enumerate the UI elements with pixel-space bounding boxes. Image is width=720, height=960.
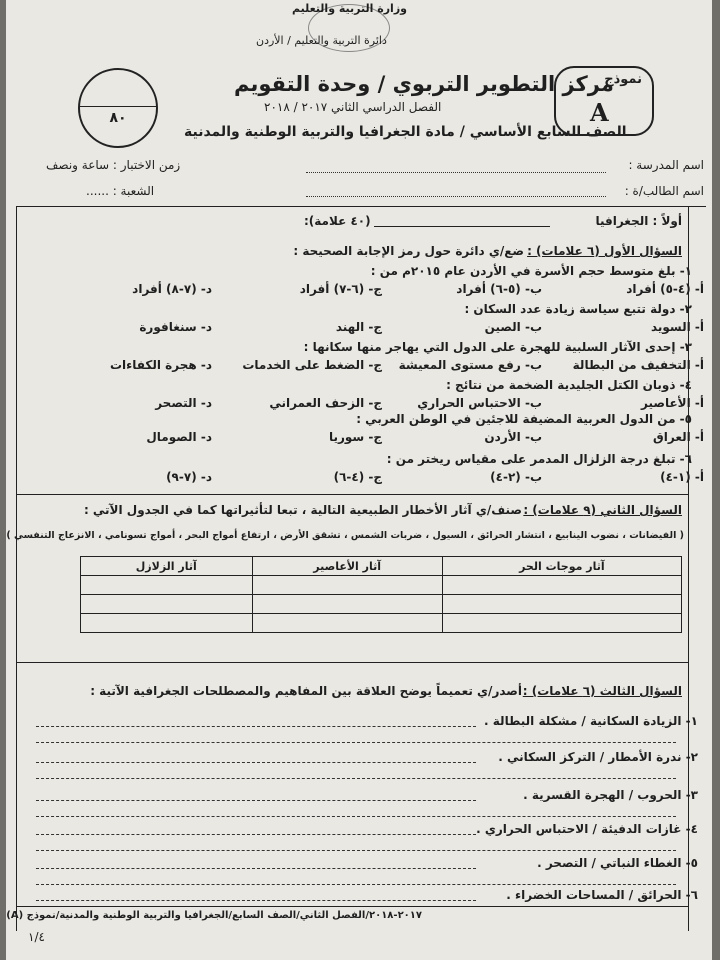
mcq-option-b[interactable]: ب- الأردن <box>484 430 542 444</box>
mcq-option-a[interactable]: أ- (١-٤) <box>660 470 704 484</box>
mcq-option-c[interactable]: ج- سوريا <box>328 430 382 444</box>
q2-title: السؤال الثاني (٩ علامات) : <box>523 503 682 517</box>
model-box <box>554 66 654 136</box>
q1-instruction: ضع/ي دائرة حول رمز الإجابة الصحيحة : <box>293 244 524 258</box>
mcq-option-d[interactable]: د- التصحر <box>155 396 212 410</box>
q3-item: ٦- الحرائق / المساحات الخضراء . <box>506 888 698 902</box>
footer-divider <box>16 906 688 907</box>
mcq-stem: ٢- دولة تتبع سياسة زيادة عدد السكان : <box>464 302 692 316</box>
table-cell[interactable] <box>81 614 253 633</box>
mcq-option-c[interactable]: ج- الهند <box>335 320 382 334</box>
mcq-stem: ١- بلغ متوسط حجم الأسرة في الأردن عام ٢٠١٥م من : <box>370 264 692 278</box>
answer-line[interactable] <box>36 726 476 727</box>
q3-item: ١- الزيادة السكانية / مشكلة البطالة . <box>484 714 698 728</box>
mcq-option-b[interactable]: ب- رفع مستوى المعيشة <box>398 358 542 372</box>
mcq-option-d[interactable]: د- (٧-٩) <box>166 470 212 484</box>
student-field-line[interactable] <box>306 196 606 197</box>
classification-table <box>80 556 682 633</box>
part1-title: أولاً : الجغرافيا <box>595 214 682 228</box>
mcq-option-c[interactable]: ج- (٦-٧) أفراد <box>299 282 382 296</box>
answer-line[interactable] <box>36 900 476 901</box>
model-letter: A <box>590 98 609 127</box>
mcq-option-b[interactable]: ب- الاحتباس الحراري <box>417 396 542 410</box>
school-label: اسم المدرسة : <box>628 158 704 172</box>
mcq-option-d[interactable]: د- (٧-٨) أفراد <box>132 282 212 296</box>
q2-instruction: صنف/ي آثار الأخطار الطبيعية التالية ، تبعا لتأثيراتها كما في الجدول الآتي : <box>83 503 522 517</box>
q1-divider <box>16 494 688 495</box>
col-earthquakes: آثار الزلازل <box>81 557 253 576</box>
q2-divider <box>16 662 688 663</box>
center-title: مركز التطوير التربوي / وحدة التقويم <box>234 72 614 96</box>
answer-line[interactable] <box>36 884 676 885</box>
q3-item: ٣- الحروب / الهجرة القسرية . <box>523 788 698 802</box>
mcq-option-b[interactable]: ب- الصين <box>484 320 542 334</box>
school-field-line[interactable] <box>306 172 606 173</box>
table-cell[interactable] <box>442 614 681 633</box>
mcq-stem: ٦- تبلغ درجة الزلزال المدمر على مقياس ريختر من : <box>386 452 692 466</box>
left-margin-line <box>16 206 17 931</box>
answer-line[interactable] <box>36 868 476 869</box>
table-cell[interactable] <box>81 576 253 595</box>
part1-underline <box>374 226 550 227</box>
page-number: ١/٤ <box>28 930 45 944</box>
directorate-name: دائرة التربية والتعليم / الأردن <box>256 34 387 47</box>
q3-instruction: أصدر/ي تعميماً يوضح العلاقة بين المفاهيم والمصطلحات الجغرافية الآتية : <box>90 684 522 698</box>
q3-title: السؤال الثالث (٦ علامات) : <box>522 684 682 698</box>
subject-line: الصف السابع الأساسي / مادة الجغرافيا والتربية الوطنية والمدنية <box>184 124 627 140</box>
table-cell[interactable] <box>81 595 253 614</box>
col-hurricanes: آثار الأعاصير <box>252 557 442 576</box>
mcq-option-a[interactable]: أ- الأعاصير <box>641 396 704 410</box>
section-label: الشعبة : ...... <box>86 184 155 198</box>
answer-line[interactable] <box>36 834 476 835</box>
mcq-option-b[interactable]: ب- (٢-٤) <box>490 470 542 484</box>
q3-item: ٤- غازات الدفيئة / الاحتباس الحراري . <box>476 822 698 836</box>
mcq-option-d[interactable]: د- سنغافورة <box>139 320 212 334</box>
mcq-option-a[interactable]: أ- العراق <box>653 430 704 444</box>
mcq-stem: ٥- من الدول العربية المضيفة للاجئين في الوطن العربي : <box>356 412 692 426</box>
answer-line[interactable] <box>36 816 676 817</box>
mcq-option-b[interactable]: ب- (٥-٦) أفراد <box>456 282 542 296</box>
score-total: ٨٠ <box>109 110 127 126</box>
mcq-option-d[interactable]: د- الصومال <box>146 430 212 444</box>
answer-line[interactable] <box>36 778 676 779</box>
score-circle <box>78 68 158 148</box>
footer-caption: ٢٠١٧-٢٠١٨/الفصل الثاني/الصف السابع/الجغرافيا والتربية الوطنية والمدنية/نموذج (A) <box>6 910 422 921</box>
q3-item: ٥- الغطاء النباتي / التصحر . <box>537 856 698 870</box>
semester-line: الفصل الدراسي الثاني ٢٠١٧ / ٢٠١٨ <box>264 100 442 114</box>
exam-sheet <box>6 0 712 960</box>
answer-line[interactable] <box>36 850 676 851</box>
header-divider <box>16 206 706 207</box>
mcq-option-a[interactable]: أ- التخفيف من البطالة <box>572 358 704 372</box>
mcq-option-c[interactable]: ج- (٤-٦) <box>333 470 382 484</box>
q2-terms: ( الفيضانات ، نضوب الينابيع ، انتشار الحرائق ، السيول ، ضربات الشمس ، تشقق الأرض ، ارتفاع أمواج البحر ، أمواج تسونامي ، الانزعاج التنفسي ) <box>6 530 684 541</box>
mcq-option-c[interactable]: ج- الزحف العمراني <box>269 396 382 410</box>
table-cell[interactable] <box>252 576 442 595</box>
mcq-stem: ٣- إحدى الآثار السلبية للهجرة على الدول التي يهاجر منها سكانها : <box>303 340 692 354</box>
mcq-option-a[interactable]: أ- السويد <box>650 320 704 334</box>
mcq-option-c[interactable]: ج- الضغط على الخدمات <box>242 358 382 372</box>
ministry-name: وزارة التربية والتعليم <box>292 2 407 15</box>
student-label: اسم الطالب/ة : <box>624 184 704 198</box>
exam-duration: زمن الاختبار : ساعة ونصف <box>46 158 181 172</box>
model-label: نموذج <box>604 72 642 87</box>
mcq-stem: ٤- ذوبان الكتل الجليدية الضخمة من نتائج : <box>446 378 692 392</box>
mcq-option-d[interactable]: د- هجرة الكفاءات <box>109 358 212 372</box>
answer-line[interactable] <box>36 762 476 763</box>
answer-line[interactable] <box>36 742 676 743</box>
table-cell[interactable] <box>252 595 442 614</box>
col-heat-waves: آثار موجات الحر <box>442 557 681 576</box>
q3-item: ٢- ندرة الأمطار / التركز السكاني . <box>498 750 698 764</box>
mcq-option-a[interactable]: أ- (٤-٥) أفراد <box>626 282 704 296</box>
table-cell[interactable] <box>442 595 681 614</box>
answer-line[interactable] <box>36 800 476 801</box>
q1-title: السؤال الأول (٦ علامات) : <box>527 244 682 258</box>
table-cell[interactable] <box>442 576 681 595</box>
table-cell[interactable] <box>252 614 442 633</box>
part1-marks: (٤٠ علامة): <box>304 214 371 228</box>
